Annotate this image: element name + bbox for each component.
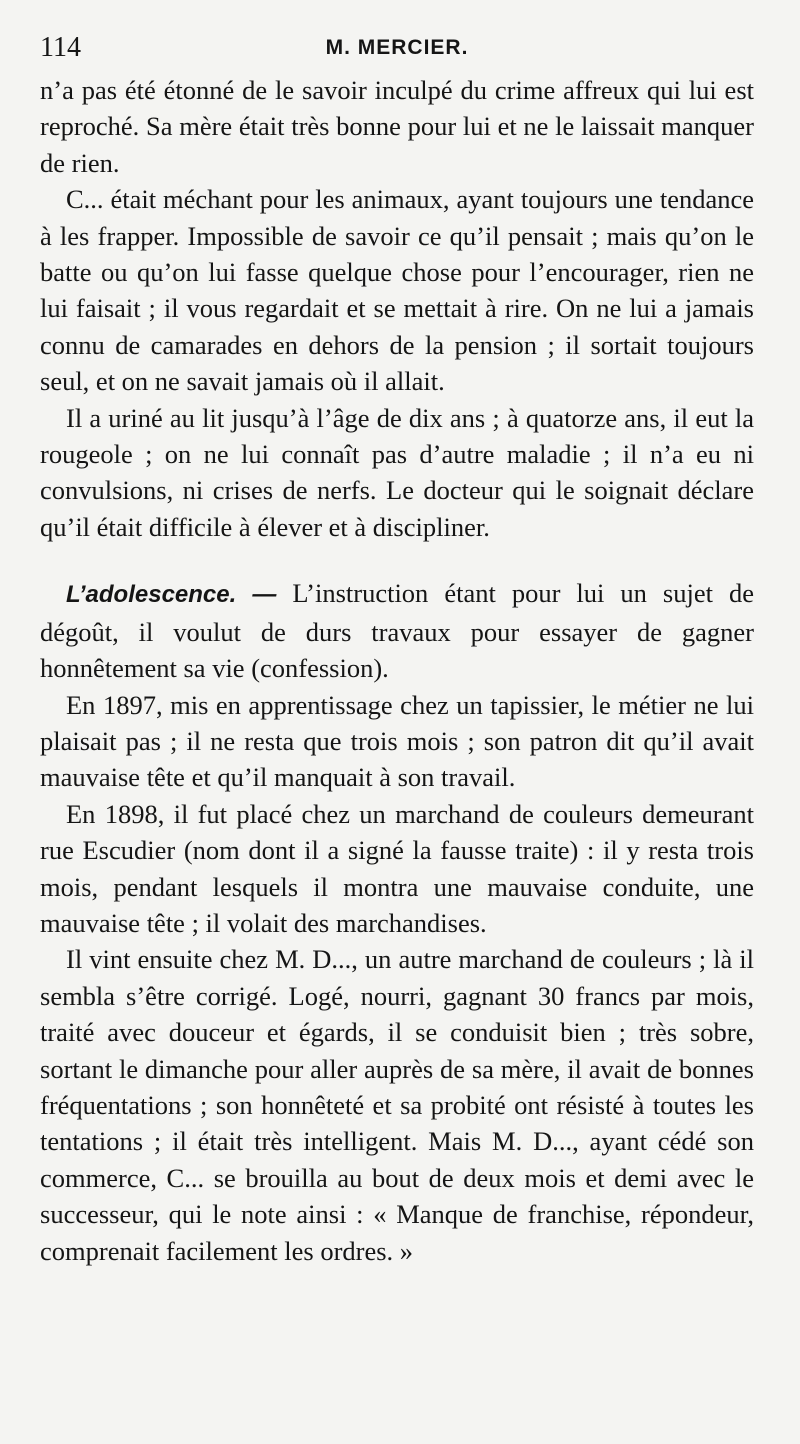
paragraph: n’a pas été étonné de le savoir inculpé du crime affreux qui lui est reproché. Sa mère était très bonne pour lui et ne le laissait manquer de rien. xyxy=(40,75,754,178)
body-text xyxy=(40,72,754,1269)
section-first-paragraph: L’instruction étant pour lui un sujet de dégoût, il voulut de durs travaux pour essayer de gagner honnêtement sa vie (confession). xyxy=(40,578,754,684)
page-header xyxy=(40,32,754,68)
paragraph: En 1897, mis en apprentissage chez un tapissier, le métier ne lui plaisait pas ; il ne resta que trois mois ; son patron dit qu’il avait mauvaise tête et qu’il manquait à son travail. xyxy=(40,689,754,793)
section-adolescence xyxy=(40,575,754,686)
book-page xyxy=(0,32,800,1444)
section-heading: L’adolescence. — xyxy=(66,581,277,609)
paragraph: En 1898, il fut placé chez un marchand de couleurs demeurant rue Escudier (nom dont il a signé la fausse traite) : il y resta trois mois, pendant lesquels il montra une mauvaise conduite, une mauvaise tête ; il volait des marchandises. xyxy=(40,798,754,938)
paragraph: C... était méchant pour les animaux, ayant toujours une tendance à les frapper. Impossible de savoir ce qu’il pensait ; mais qu’on le batte ou qu’on lui fasse quelque chose pour l’encourager, rien ne lui faisait ; il vous regardait et se mettait à rire. On ne lui a jamais connu de camarades en dehors de la pension ; il sortait toujours seul, et on ne savait jamais où il allait. xyxy=(40,184,754,397)
page-number: 114 xyxy=(40,32,81,63)
paragraph: Il a uriné au lit jusqu’à l’âge de dix ans ; à quatorze ans, il eut la rougeole ; on ne lui connaît pas d’autre maladie ; il n’a eu ni convulsions, ni crises de nerfs. Le docteur qui le soignait déclare qu’il était difficile à élever et à discipliner. xyxy=(40,402,754,542)
running-head: M. MERCIER. xyxy=(325,36,469,59)
paragraph: Il vint ensuite chez M. D..., un autre marchand de couleurs ; là il sembla s’être corrigé. Logé, nourri, gagnant 30 francs par mois, traité avec douceur et égards, il se conduisit bien ; très sobre, sortant le dimanche pour aller auprès de sa mère, il avait de bonnes fréquentations ; son honnêteté et sa probité ont résisté à toutes les tentations ; il était très intelligent. Mais M. D..., ayant cédé son commerce, C... se brouilla au bout de deux mois et demi avec le successeur, qui le note ainsi : « Manque de franchise, répondeur, comprenait facilement les ordres. » xyxy=(40,944,754,1266)
